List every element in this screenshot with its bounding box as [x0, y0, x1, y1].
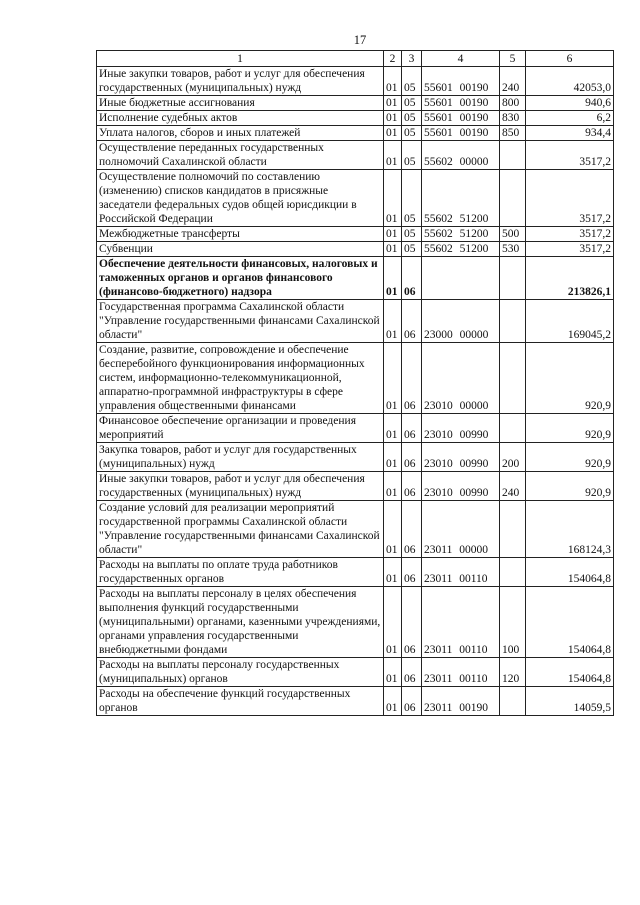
row-expense-type-cell: 800: [500, 96, 526, 111]
row-amount-cell: 6,2: [526, 111, 614, 126]
row-expense-type-cell: [500, 343, 526, 414]
row-name-cell: Закупка товаров, работ и услуг для государственных (муниципальных) нужд: [97, 443, 384, 472]
table-row: [97, 111, 614, 126]
row-expense-type-cell: 100: [500, 587, 526, 658]
column-header: 2: [384, 51, 402, 67]
row-amount-cell: 168124,3: [526, 501, 614, 558]
row-subsection-cell: 05: [402, 242, 422, 257]
table-row: [97, 141, 614, 170]
row-target-article-cell: 23000 00000: [422, 300, 500, 343]
table-row: [97, 300, 614, 343]
row-subsection-cell: 06: [402, 257, 422, 300]
row-target-article-cell: 23011 00110: [422, 658, 500, 687]
row-section-cell: 01: [384, 414, 402, 443]
row-expense-type-cell: [500, 558, 526, 587]
budget-table: [96, 50, 614, 716]
row-expense-type-cell: [500, 414, 526, 443]
row-expense-type-cell: 240: [500, 472, 526, 501]
row-section-cell: 01: [384, 141, 402, 170]
row-section-cell: 01: [384, 227, 402, 242]
row-name-cell: Субвенции: [97, 242, 384, 257]
row-amount-cell: 920,9: [526, 443, 614, 472]
row-name-cell: Расходы на обеспечение функций государственных органов: [97, 687, 384, 716]
row-amount-cell: 920,9: [526, 472, 614, 501]
row-subsection-cell: 05: [402, 170, 422, 227]
row-subsection-cell: 05: [402, 96, 422, 111]
row-section-cell: 01: [384, 501, 402, 558]
row-target-article-cell: 55602 51200: [422, 242, 500, 257]
table-row: [97, 343, 614, 414]
table-row: [97, 126, 614, 141]
row-amount-cell: 14059,5: [526, 687, 614, 716]
row-expense-type-cell: 120: [500, 658, 526, 687]
row-target-article-cell: 55602 00000: [422, 141, 500, 170]
row-name-cell: Расходы на выплаты персоналу в целях обеспечения выполнения функций государственными (муниципальными) органами, казенными учреждениями, органами управления государственными внебюджетными фондами: [97, 587, 384, 658]
row-target-article-cell: 23010 00000: [422, 343, 500, 414]
table-row: [97, 257, 614, 300]
row-subsection-cell: 06: [402, 558, 422, 587]
row-target-article-cell: 55601 00190: [422, 126, 500, 141]
row-amount-cell: 3517,2: [526, 141, 614, 170]
row-section-cell: 01: [384, 242, 402, 257]
row-amount-cell: 154064,8: [526, 658, 614, 687]
row-expense-type-cell: 500: [500, 227, 526, 242]
row-target-article-cell: 55601 00190: [422, 67, 500, 96]
row-amount-cell: 154064,8: [526, 558, 614, 587]
row-section-cell: 01: [384, 170, 402, 227]
table-row: [97, 170, 614, 227]
row-subsection-cell: 05: [402, 67, 422, 96]
row-expense-type-cell: [500, 300, 526, 343]
row-name-cell: Осуществление полномочий по составлению (изменению) списков кандидатов в присяжные заседатели федеральных судов общей юрисдикции в Российской Федерации: [97, 170, 384, 227]
table-row: [97, 96, 614, 111]
table-row: [97, 587, 614, 658]
row-expense-type-cell: 240: [500, 67, 526, 96]
row-amount-cell: 3517,2: [526, 227, 614, 242]
row-name-cell: Межбюджетные трансферты: [97, 227, 384, 242]
column-header: 4: [422, 51, 500, 67]
row-amount-cell: 920,9: [526, 414, 614, 443]
row-name-cell: Расходы на выплаты персоналу государственных (муниципальных) органов: [97, 658, 384, 687]
table-row: [97, 227, 614, 242]
row-target-article-cell: 23011 00110: [422, 587, 500, 658]
row-target-article-cell: 23011 00110: [422, 558, 500, 587]
table-row: [97, 501, 614, 558]
row-target-article-cell: [422, 257, 500, 300]
row-subsection-cell: 06: [402, 300, 422, 343]
table-row: [97, 443, 614, 472]
row-name-cell: Осуществление переданных государственных полномочий Сахалинской области: [97, 141, 384, 170]
table-row: [97, 67, 614, 96]
row-amount-cell: 940,6: [526, 96, 614, 111]
row-name-cell: Исполнение судебных актов: [97, 111, 384, 126]
row-expense-type-cell: [500, 501, 526, 558]
row-subsection-cell: 06: [402, 472, 422, 501]
row-section-cell: 01: [384, 443, 402, 472]
row-section-cell: 01: [384, 558, 402, 587]
row-target-article-cell: 23010 00990: [422, 443, 500, 472]
row-expense-type-cell: [500, 687, 526, 716]
row-section-cell: 01: [384, 67, 402, 96]
row-target-article-cell: 55601 00190: [422, 96, 500, 111]
row-expense-type-cell: 850: [500, 126, 526, 141]
row-subsection-cell: 06: [402, 687, 422, 716]
row-target-article-cell: 23010 00990: [422, 414, 500, 443]
row-expense-type-cell: [500, 257, 526, 300]
table-row: [97, 687, 614, 716]
row-amount-cell: 42053,0: [526, 67, 614, 96]
page-number: 17: [353, 33, 367, 47]
row-expense-type-cell: [500, 170, 526, 227]
row-amount-cell: 154064,8: [526, 587, 614, 658]
table-header-row: [97, 51, 614, 67]
row-target-article-cell: 23010 00990: [422, 472, 500, 501]
row-subsection-cell: 05: [402, 141, 422, 170]
row-expense-type-cell: 830: [500, 111, 526, 126]
row-subsection-cell: 05: [402, 111, 422, 126]
row-section-cell: 01: [384, 111, 402, 126]
row-section-cell: 01: [384, 257, 402, 300]
row-amount-cell: 169045,2: [526, 300, 614, 343]
row-amount-cell: 3517,2: [526, 242, 614, 257]
row-expense-type-cell: 530: [500, 242, 526, 257]
row-subsection-cell: 05: [402, 227, 422, 242]
row-name-cell: Иные бюджетные ассигнования: [97, 96, 384, 111]
row-subsection-cell: 05: [402, 126, 422, 141]
row-subsection-cell: 06: [402, 343, 422, 414]
column-header: 3: [402, 51, 422, 67]
row-section-cell: 01: [384, 587, 402, 658]
row-amount-cell: 920,9: [526, 343, 614, 414]
row-name-cell: Создание, развитие, сопровождение и обеспечение бесперебойного функционирования информационных систем, информационно-телекоммуникационной, аппаратно-программной инфраструктуры в сфере управления общественными финансами: [97, 343, 384, 414]
row-section-cell: 01: [384, 343, 402, 414]
row-name-cell: Расходы на выплаты по оплате труда работников государственных органов: [97, 558, 384, 587]
row-subsection-cell: 06: [402, 501, 422, 558]
row-name-cell: Финансовое обеспечение организации и проведения мероприятий: [97, 414, 384, 443]
column-header: 1: [97, 51, 384, 67]
table-row: [97, 472, 614, 501]
row-amount-cell: 934,4: [526, 126, 614, 141]
row-target-article-cell: 23011 00190: [422, 687, 500, 716]
table-row: [97, 558, 614, 587]
row-expense-type-cell: [500, 141, 526, 170]
row-section-cell: 01: [384, 96, 402, 111]
row-expense-type-cell: 200: [500, 443, 526, 472]
row-name-cell: Создание условий для реализации мероприятий государственной программы Сахалинской области "Управление государственными финансами Сахалинской области": [97, 501, 384, 558]
row-name-cell: Государственная программа Сахалинской области "Управление государственными финансами Сахалинской области": [97, 300, 384, 343]
row-amount-cell: 3517,2: [526, 170, 614, 227]
row-subsection-cell: 06: [402, 414, 422, 443]
row-target-article-cell: 55601 00190: [422, 111, 500, 126]
row-target-article-cell: 55602 51200: [422, 227, 500, 242]
row-subsection-cell: 06: [402, 587, 422, 658]
row-name-cell: Обеспечение деятельности финансовых, налоговых и таможенных органов и органов финансового (финансово-бюджетного) надзора: [97, 257, 384, 300]
row-amount-cell: 213826,1: [526, 257, 614, 300]
row-name-cell: Иные закупки товаров, работ и услуг для обеспечения государственных (муниципальных) нужд: [97, 472, 384, 501]
row-target-article-cell: 55602 51200: [422, 170, 500, 227]
row-section-cell: 01: [384, 472, 402, 501]
row-subsection-cell: 06: [402, 443, 422, 472]
row-name-cell: Иные закупки товаров, работ и услуг для обеспечения государственных (муниципальных) нужд: [97, 67, 384, 96]
row-name-cell: Уплата налогов, сборов и иных платежей: [97, 126, 384, 141]
table-row: [97, 658, 614, 687]
table-row: [97, 242, 614, 257]
row-section-cell: 01: [384, 126, 402, 141]
row-section-cell: 01: [384, 658, 402, 687]
column-header: 6: [526, 51, 614, 67]
column-header: 5: [500, 51, 526, 67]
row-subsection-cell: 06: [402, 658, 422, 687]
row-section-cell: 01: [384, 300, 402, 343]
table-row: [97, 414, 614, 443]
row-target-article-cell: 23011 00000: [422, 501, 500, 558]
row-section-cell: 01: [384, 687, 402, 716]
